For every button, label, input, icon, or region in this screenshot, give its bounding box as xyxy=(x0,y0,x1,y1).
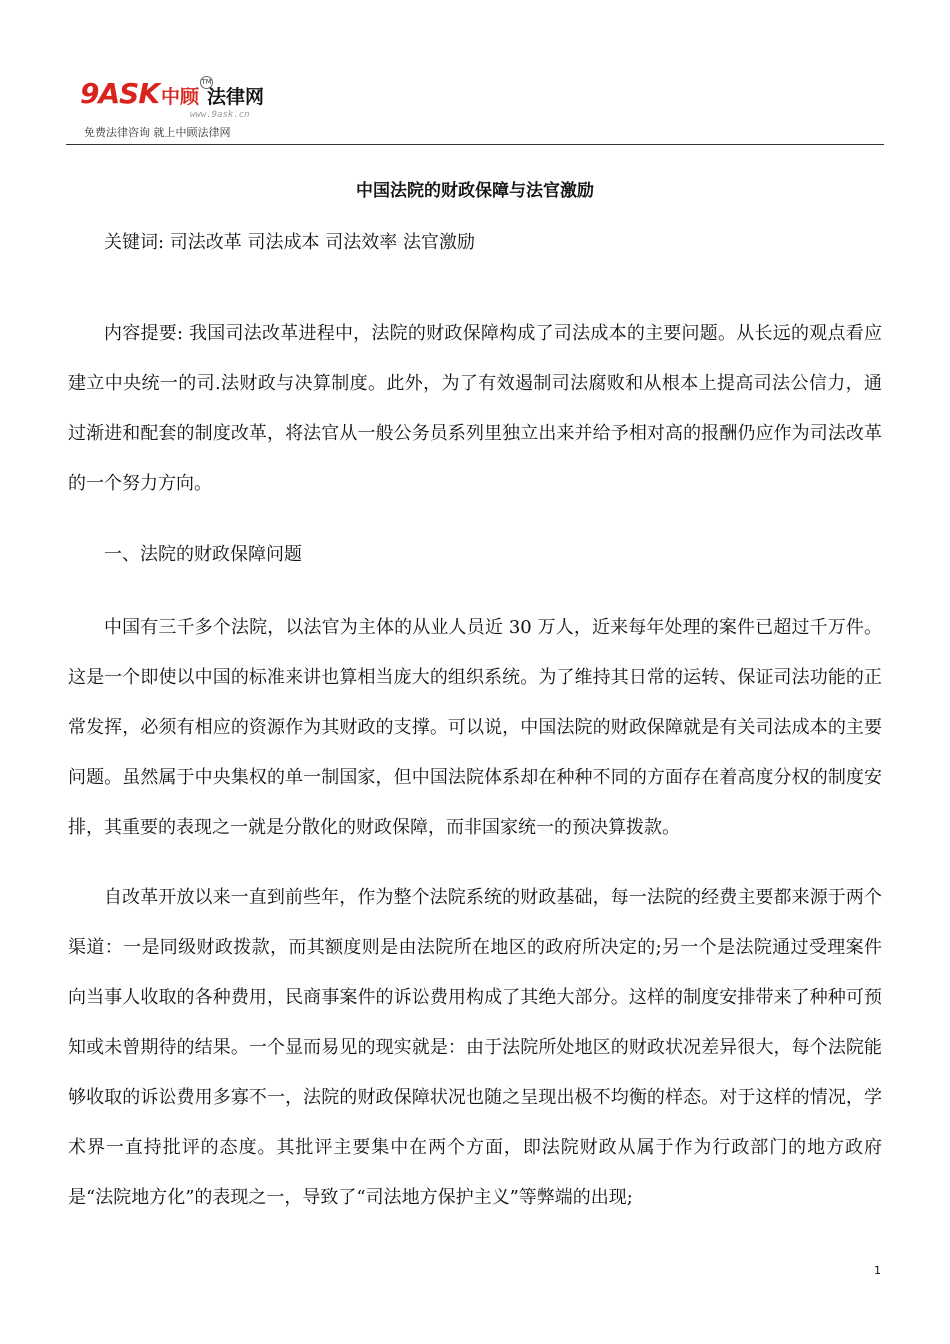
abstract-paragraph: 内容提要: 我国司法改革进程中，法院的财政保障构成了司法成本的主要问题。从长远的观点看应建立中央统一的司.法财政与决算制度。此外，为了有效遏制司法腐败和从根本上提高司法公信力，通过渐进和配套的制度改革，将法官从一般公务员系列里独立出来并给予相对高的报酬仍应作为司法改革的一个努力方向。 xyxy=(68,323,882,494)
section-heading: 一、法院的财政保障问题 xyxy=(104,544,302,565)
site-logo[interactable] xyxy=(80,76,290,140)
body-paragraph-1: 中国有三千多个法院，以法官为主体的从业人员近 30 万人，近来每年处理的案件已超过千万件。这是一个即使以中国的标准来讲也算相当庞大的组织系统。为了维持其日常的运转、保证司法功能的正常发挥，必须有相应的资源作为其财政的支撑。可以说，中国法院的财政保障就是有关司法成本的主要问题。虽然属于中央集权的单一制国家，但中国法院体系却在种种不同的方面存在着高度分权的制度安排，其重要的表现之一就是分散化的财政保障，而非国家统一的预决算拨款。 xyxy=(68,617,882,838)
document-title: 中国法院的财政保障与法官激励 xyxy=(356,181,594,201)
logo-brand: 9ASK xyxy=(80,77,160,110)
logo-law-text: 法律网 xyxy=(207,86,265,108)
logo-slogan: 免费法律咨询 就上中顾法律网 xyxy=(84,126,231,139)
keywords-line: 关键词: 司法改革 司法成本 司法效率 法官激励 xyxy=(104,232,475,253)
logo-url: www.9ask.cn xyxy=(190,110,250,120)
logo-cn-text: 中顾 xyxy=(161,86,200,108)
trademark-badge: TM xyxy=(200,76,213,89)
page-header xyxy=(66,70,884,145)
page-number: 1 xyxy=(874,1264,881,1277)
body-paragraph-2: 自改革开放以来一直到前些年，作为整个法院系统的财政基础，每一法院的经费主要都来源于两个渠道：一是同级财政拨款，而其额度则是由法院所在地区的政府所决定的;另一个是法院通过受理案件向当事人收取的各种费用，民商事案件的诉讼费用构成了其绝大部分。这样的制度安排带来了种种可预知或未曾期待的结果。一个显而易见的现实就是：由于法院所处地区的财政状况差异很大，每个法院能够收取的诉讼费用多寡不一，法院的财政保障状况也随之呈现出极不均衡的样态。对于这样的情况，学术界一直持批评的态度。其批评主要集中在两个方面，即法院财政从属于作为行政部门的地方政府是“法院地方化”的表现之一，导致了“司法地方保护主义”等弊端的出现; xyxy=(68,887,882,1208)
